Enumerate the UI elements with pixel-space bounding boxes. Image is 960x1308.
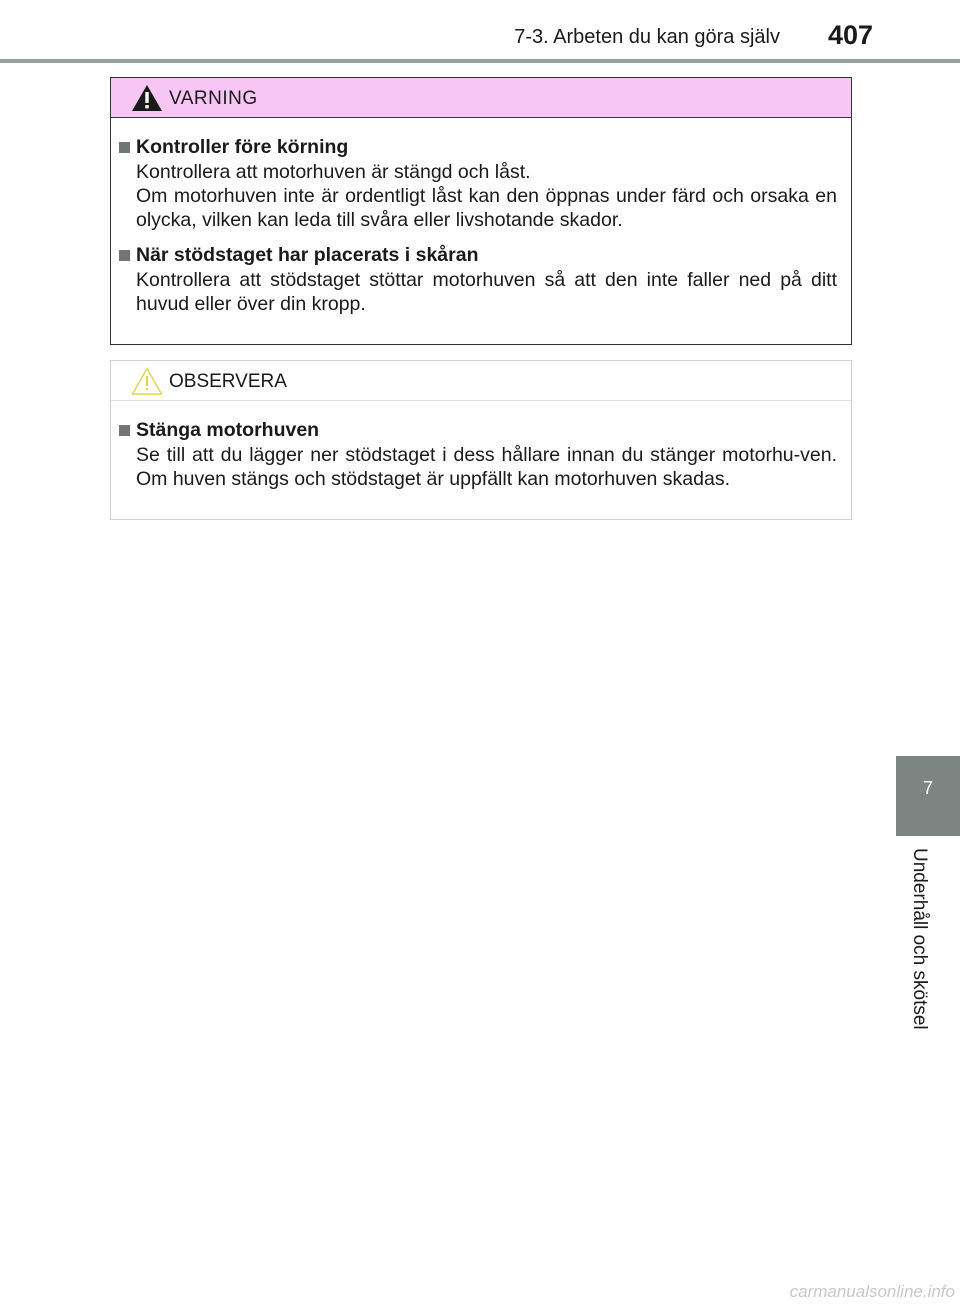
header-rule [0, 59, 960, 63]
bullet-square-icon [119, 425, 130, 436]
caution-item-title-text: Stänga motorhuven [136, 419, 320, 441]
warning-item [119, 134, 837, 232]
warning-item-line: Kontrollera att motorhuven är stängd och låst. [136, 161, 531, 183]
chapter-title: Underhåll och skötsel [909, 848, 930, 1030]
warning-label: VARNING [169, 88, 258, 109]
caution-label: OBSERVERA [169, 371, 287, 392]
bullet-square-icon [119, 250, 130, 261]
warning-item-title-text: När stödstaget har placerats i skåran [136, 244, 479, 266]
warning-header [111, 78, 851, 118]
warning-item-title [119, 242, 837, 268]
warning-item-title [119, 134, 837, 160]
caution-box [110, 360, 852, 520]
page-number: 407 [828, 20, 874, 50]
warning-item-line: Om motorhuven inte är ordentligt låst kan den öppnas under färd och orsaka en olycka, vilken kan leda till svåra eller livshotande skador. [136, 185, 837, 231]
caution-item-title [119, 417, 837, 443]
warning-body [111, 118, 851, 316]
warning-item-text [136, 268, 837, 316]
warning-triangle-icon [131, 84, 163, 112]
chapter-tab [896, 756, 960, 836]
chapter-number: 7 [922, 778, 933, 798]
caution-body [111, 401, 851, 491]
caution-header [111, 361, 851, 401]
caution-item-text [136, 443, 837, 491]
warning-item-text [136, 160, 837, 232]
warning-item-title-text: Kontroller före körning [136, 136, 349, 158]
footer-watermark: carmanualsonline.info [789, 1282, 955, 1301]
caution-triangle-icon [131, 367, 163, 395]
warning-item-line: Kontrollera att stödstaget stöttar motorhuven så att den inte faller ned på ditt huvud eller över din kropp. [136, 269, 837, 315]
caution-item-line: Se till att du lägger ner stödstaget i dess hållare innan du stänger motorhu-ven. Om huven stängs och stödstaget är uppfällt kan motorhuven skadas. [136, 444, 837, 490]
bullet-square-icon [119, 142, 130, 153]
warning-box [110, 77, 852, 345]
section-title: 7-3. Arbeten du kan göra själv [514, 26, 780, 48]
warning-item [119, 242, 837, 316]
caution-item [119, 417, 837, 491]
